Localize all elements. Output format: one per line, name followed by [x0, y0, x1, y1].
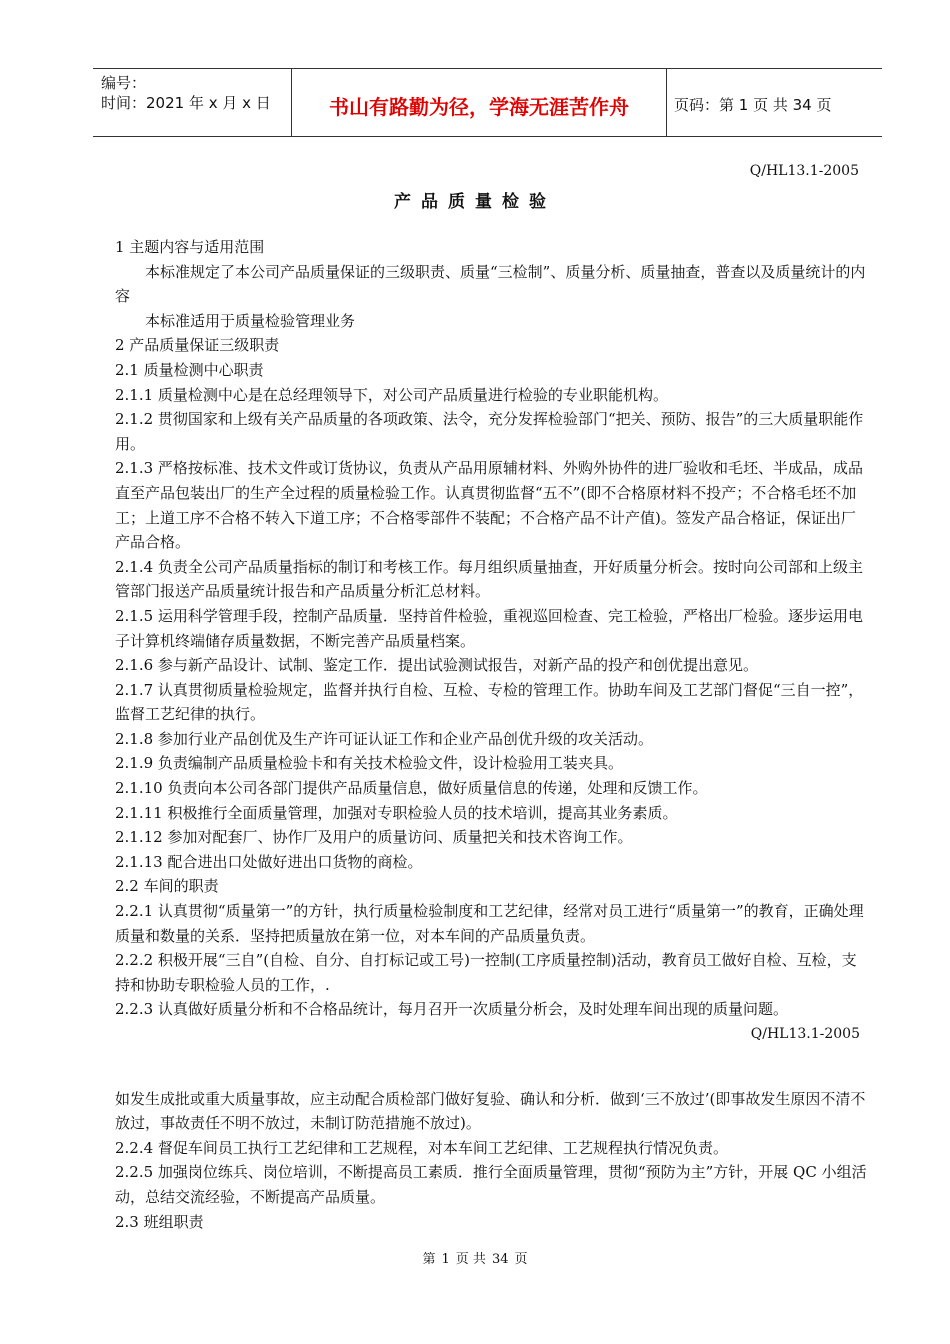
paragraph: 2.1.6 参与新产品设计、试制、鉴定工作．提出试验测试报告，对新产品的投产和创优提出意见。	[115, 656, 758, 675]
paragraph: 2.2.4 督促车间员工执行工艺纪律和工艺规程，对本车间工艺纪律、工艺规程执行情况负责。	[115, 1138, 728, 1157]
paragraph: 1 主题内容与适用范围	[115, 238, 265, 256]
paragraph: 2.1.11 积极推行全面质量管理，加强对专职检验人员的技术培训，提高其业务素质。	[115, 803, 678, 822]
section-continued	[115, 1087, 870, 1235]
page-footer	[0, 1248, 950, 1267]
paragraph: 2.1.5 运用科学管理手段，控制产品质量．坚持首件检验，重视巡回检查、完工检验，严格出厂检验。逐步运用电子计算机终端储存质量数据，不断完善产品质量档案。	[115, 606, 863, 650]
doc-title: 产品质量检验	[394, 192, 556, 212]
header-info-cell	[93, 69, 291, 136]
number-label: 编号：	[101, 74, 147, 92]
paragraph: 2.3 班组职责	[115, 1212, 204, 1231]
paragraph: 2.2.1 认真贯彻“质量第一”的方针，执行质量检验制度和工艺纪律，经常对员工进行“质量第一”的教育，正确处理质量和数量的关系．坚持把质量放在第一位，对本车间的产品质量负责。	[115, 902, 864, 945]
header-page-cell	[666, 69, 882, 136]
paragraph: 2.1.10 负责向本公司各部门提供产品质量信息，做好质量信息的传递，处理和反馈工作。	[115, 779, 708, 798]
paragraph: 2.1.3 严格按标准、技术文件或订货协议，负责从产品用原辅材料、外购外协件的进厂验收和毛坯、半成品，成品直至产品包装出厂的生产全过程的质量检验工作。认真贯彻监督“五不”(即不合格原材料不投产；不合格毛坯不加工；上道工序不合格不转入下道工序；不合格零部件不装配；不合格产品不计产值)。签发产品合格证，保证出厂产品合格。	[115, 459, 863, 552]
footer-prefix: 第	[422, 1252, 436, 1267]
paragraph: 2.2.5 加强岗位练兵、岗位培训，不断提高员工素质．推行全面质量管理，贯彻“预防为主”方针，开展 QC 小组活动，总结交流经验，不断提高产品质量。	[115, 1163, 867, 1206]
doc-code-mid: Q/HL13.1-2005	[750, 1026, 860, 1042]
footer-page-number: 1	[441, 1252, 450, 1267]
paragraph: 2.2.2 积极开展“三自”(自检、自分、自打标记或工号)一控制(工序质量控制)活动，教育员工做好自检、互检，支持和协助专职检验人员的工作，.	[115, 951, 857, 994]
header-motto-cell	[291, 69, 667, 136]
paragraph: 2.1.8 参加行业产品创优及生产许可证认证工作和企业产品创优升级的攻关活动。	[115, 729, 653, 748]
paragraph: 2.1.13 配合进出口处做好进出口货物的商检。	[115, 852, 423, 871]
footer-mid: 页 共	[455, 1252, 486, 1267]
page-label: 页码：第 1 页 共 34 页	[674, 96, 832, 114]
document-body	[115, 235, 870, 1234]
paragraph: 2.1.1 质量检测中心是在总经理领导下，对公司产品质量进行检验的专业职能机构。	[115, 385, 668, 404]
paragraph: 2.2.3 认真做好质量分析和不合格品统计，每月召开一次质量分析会，及时处理车间出现的质量问题。	[115, 1000, 788, 1019]
doc-code-top: Q/HL13.1-2005	[749, 163, 859, 179]
paragraph: 2.1 质量检测中心职责	[115, 360, 264, 379]
section-main	[115, 235, 870, 1022]
paragraph: 2.1.7 认真贯彻质量检验规定，监督并执行自检、互检、专检的管理工作。协助车间及工艺部门督促“三自一控”，监督工艺纪律的执行。	[115, 680, 864, 724]
footer-suffix: 页	[514, 1252, 528, 1267]
paragraph: 2.1.2 贯彻国家和上级有关产品质量的各项政策、法令，充分发挥检验部门“把关、预防、报告”的三大质量职能作用。	[115, 410, 864, 453]
header-table	[93, 68, 882, 137]
paragraph: 2.1.4 负责全公司产品质量指标的制订和考核工作。每月组织质量抽查，开好质量分析会。按时向公司部和上级主管部门报送产品质量统计报告和产品质量分析汇总材料。	[115, 557, 863, 601]
time-label: 时间：2021 年 x 月 x 日	[101, 94, 271, 112]
paragraph: 如发生成批或重大质量事故，应主动配合质检部门做好复验、确认和分析．做到‘三不放过’(即事故发生原因不清不放过，事故责任不明不放过，未制订防范措施不放过)。	[115, 1089, 866, 1133]
motto-text: 书山有路勤为径，学海无涯苦作舟	[329, 95, 629, 119]
paragraph: 2.1.12 参加对配套厂、协作厂及用户的质量访问、质量把关和技术咨询工作。	[115, 828, 633, 847]
footer-total: 34	[491, 1252, 509, 1267]
paragraph: 2 产品质量保证三级职责	[115, 336, 280, 355]
paragraph: 2.2 车间的职责	[115, 877, 219, 896]
paragraph: 2.1.9 负责编制产品质量检验卡和有关技术检验文件，设计检验用工装夹具。	[115, 754, 623, 773]
paragraph: 本标准适用于质量检验管理业务	[145, 311, 356, 330]
page-gap	[115, 1047, 870, 1087]
paragraph: 本标准规定了本公司产品质量保证的三级职责、质量“三检制”、质量分析、质量抽查，普查以及质量统计的内容	[115, 262, 866, 306]
